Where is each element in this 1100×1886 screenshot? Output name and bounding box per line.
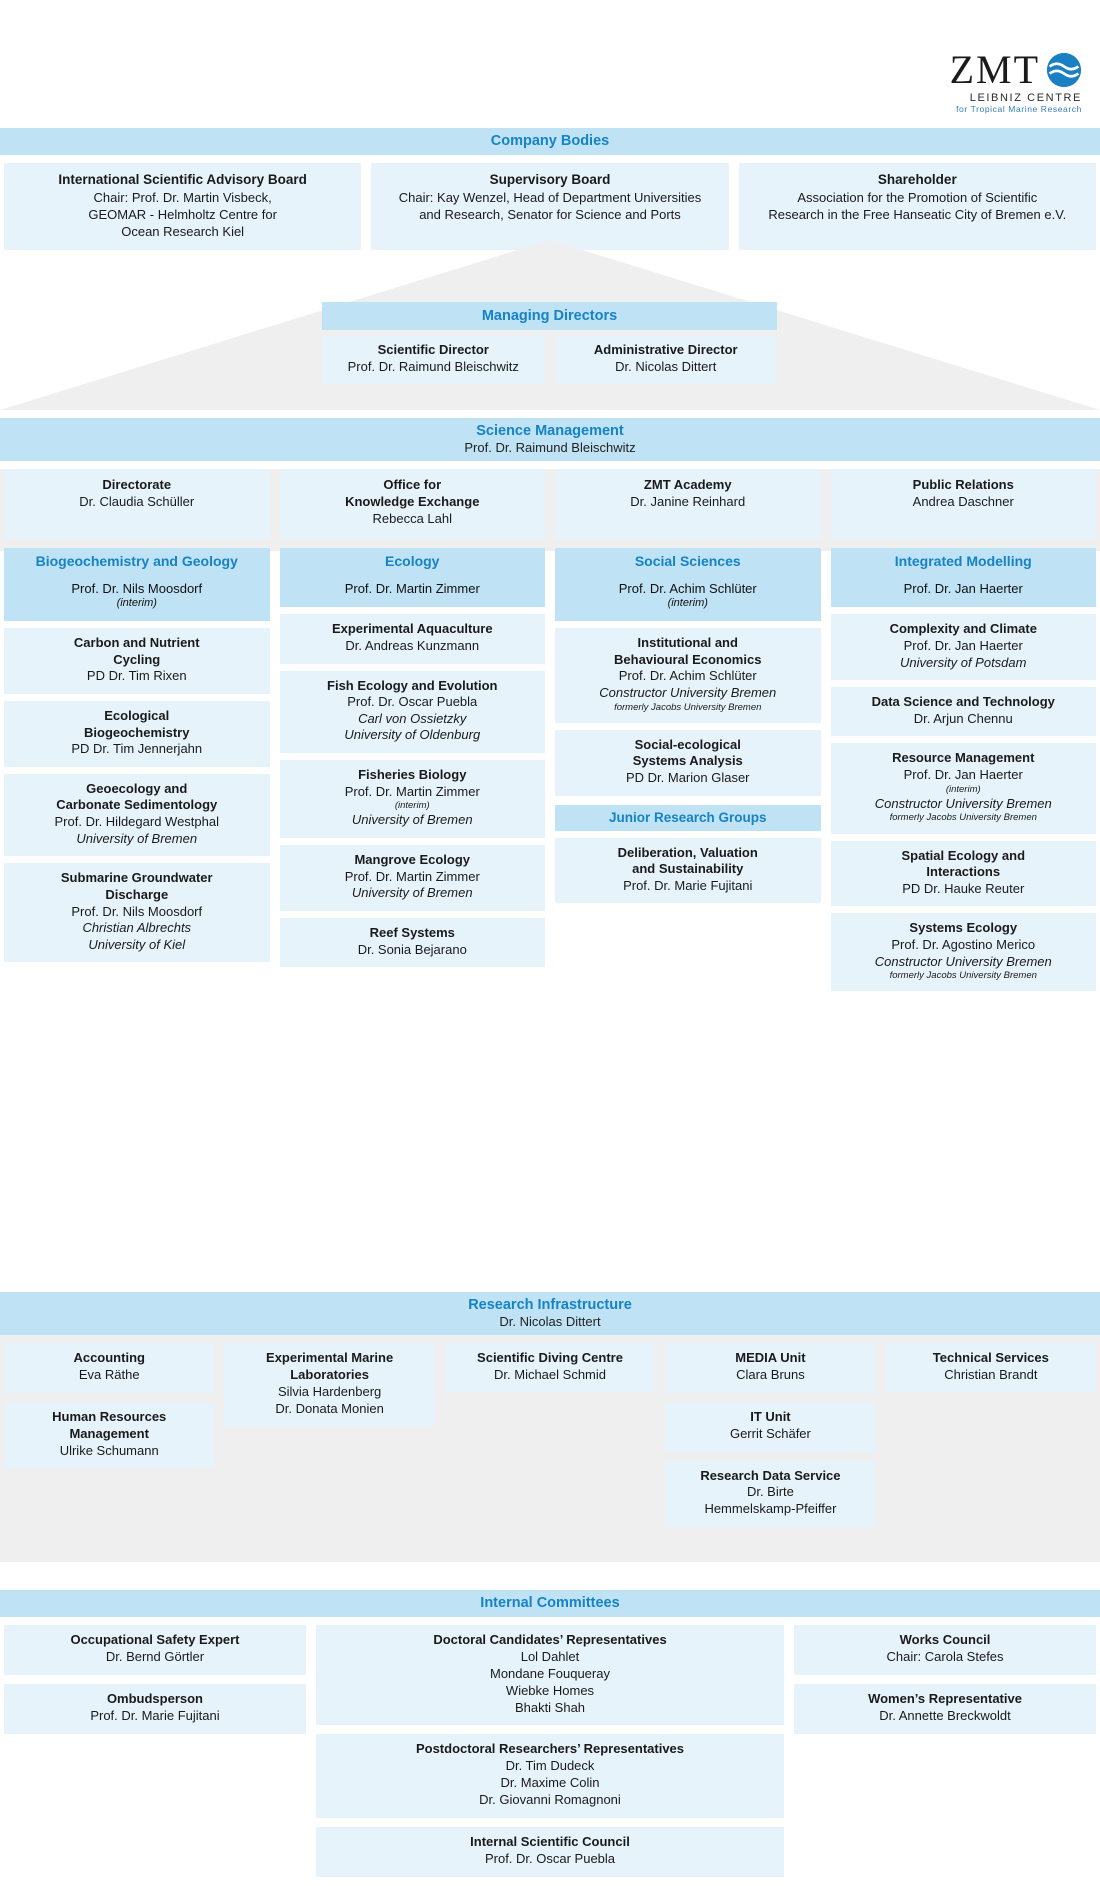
infrastructure-unit-person: Dr. Donata Monien [275, 1400, 384, 1416]
infrastructure-unit [445, 1343, 655, 1393]
research-group [4, 628, 270, 694]
infrastructure-unit [224, 1343, 434, 1427]
infrastructure-unit-title: Laboratories [290, 1366, 369, 1382]
science-management-title: Science Management [476, 423, 624, 439]
research-group [280, 671, 546, 754]
committee-box [794, 1625, 1096, 1675]
infrastructure-unit-title: Human Resources [52, 1408, 167, 1424]
research-group-title: Institutional and [637, 635, 738, 650]
committee-box [316, 1734, 784, 1818]
research-group-title: Complexity and Climate [889, 621, 1037, 637]
research-group-title: Experimental Aquaculture [331, 621, 493, 637]
committee-member: Chair: Carola Stefes [886, 1648, 1004, 1664]
research-group-line: University of Bremen [351, 812, 473, 828]
committee-member: Wiebke Homes [505, 1682, 595, 1698]
committee-member: Dr. Maxime Colin [500, 1775, 600, 1791]
research-group-line: University of Kiel [88, 936, 186, 952]
unit-title: ZMT Academy [643, 477, 732, 492]
research-group-line: PD Dr. Tim Rixen [86, 668, 187, 684]
company-bodies-row [0, 163, 1100, 250]
science-management-unit [4, 469, 270, 539]
committee-column [4, 1625, 306, 1743]
research-group-title: Behavioural Economics [614, 651, 762, 667]
infrastructure-unit [665, 1343, 875, 1393]
research-group-line: Prof. Dr. Martin Zimmer [344, 783, 480, 799]
science-management-unit [831, 469, 1097, 539]
infrastructure-unit [4, 1402, 214, 1469]
department-lead-name: Prof. Dr. Martin Zimmer [344, 581, 480, 596]
unit-title: Office for [383, 477, 442, 492]
department-column [4, 548, 270, 991]
research-group-title: Resource Management [892, 750, 1035, 766]
research-group-title: Systems Analysis [632, 753, 743, 769]
committee-member: Dr. Bernd Görtler [105, 1648, 205, 1664]
infrastructure-unit-person: Gerrit Schäfer [729, 1425, 811, 1441]
research-group [831, 687, 1097, 736]
research-group-title: Cycling [113, 651, 161, 667]
section-header-science-management [0, 418, 1100, 461]
research-group-line: Prof. Dr. Martin Zimmer [344, 868, 480, 884]
section-header-internal-committees: Internal Committees [0, 1590, 1100, 1617]
science-management-unit [280, 469, 546, 539]
research-group-title: Carbon and Nutrient [73, 635, 200, 650]
section-header-company-bodies: Company Bodies [0, 128, 1100, 155]
committee-title: Occupational Safety Expert [70, 1632, 240, 1647]
research-group [4, 701, 270, 767]
research-group-line: Prof. Dr. Nils Moosdorf [71, 903, 203, 919]
research-group-line: University of Oldenburg [344, 727, 481, 743]
research-group-title: and Sustainability [632, 861, 744, 877]
committee-member: Dr. Annette Breckwoldt [879, 1707, 1011, 1723]
managing-director-name: Prof. Dr. Raimund Bleischwitz [347, 358, 519, 374]
research-infrastructure-lead: Dr. Nicolas Dittert [499, 1314, 601, 1329]
department-column [555, 548, 821, 991]
committee-member: Lol Dahlet [520, 1648, 580, 1664]
research-group [4, 774, 270, 857]
infrastructure-unit-title: Research Data Service [700, 1467, 841, 1483]
research-group-line: Prof. Dr. Marie Fujitani [623, 877, 753, 893]
department-column [280, 548, 546, 991]
research-group-line: PD Dr. Tim Jennerjahn [71, 741, 203, 757]
research-group-line: PD Dr. Marion Glaser [625, 769, 750, 785]
research-group-line: Dr. Sonia Bejarano [357, 941, 467, 957]
research-group-line: Christian Albrechts [82, 920, 192, 936]
section-header-managing-directors: Managing Directors [322, 302, 777, 330]
managing-director-box [322, 336, 545, 385]
committee-column [794, 1625, 1096, 1743]
unit-title: Directorate [102, 477, 172, 492]
infrastructure-unit-title: Scientific Diving Centre [477, 1350, 623, 1365]
infrastructure-unit-title: Accounting [73, 1350, 145, 1365]
committee-box [4, 1684, 306, 1734]
research-group-title: Mangrove Ecology [354, 852, 471, 868]
research-group [555, 628, 821, 723]
research-group-title: Social-ecological [634, 736, 741, 752]
department-lead-name: Prof. Dr. Jan Haerter [903, 581, 1023, 596]
company-body-line: Research in the Free Hanseatic City of Bremen e.V. [768, 206, 1067, 222]
logo-text: ZMT [949, 47, 1040, 92]
research-group-title: Systems Ecology [909, 920, 1018, 936]
science-management-row [0, 469, 1100, 539]
research-infrastructure-title: Research Infrastructure [468, 1297, 632, 1313]
company-body-box [371, 163, 728, 250]
unit-person: Andrea Daschner [912, 493, 1014, 509]
infrastructure-unit [4, 1343, 214, 1393]
research-group-line: formerly Jacobs University Bremen [889, 970, 1037, 982]
infrastructure-unit-person: Dr. Michael Schmid [494, 1366, 606, 1382]
committee-box [794, 1684, 1096, 1734]
infrastructure-unit-title: IT Unit [750, 1408, 791, 1424]
committee-member: Prof. Dr. Oscar Puebla [484, 1850, 616, 1866]
research-group [280, 614, 546, 663]
research-group-title: Fish Ecology and Evolution [327, 677, 498, 693]
research-group-line: Prof. Dr. Hildegard Westphal [54, 814, 219, 829]
junior-research-groups-header: Junior Research Groups [555, 805, 821, 831]
company-body-line: Chair: Kay Wenzel, Head of Department Universities [398, 190, 702, 206]
logo-subtitle-2: for Tropical Marine Research [956, 104, 1082, 114]
research-infrastructure-columns [0, 1335, 1100, 1536]
committee-column [316, 1625, 784, 1886]
committee-member: Mondane Fouqueray [490, 1665, 610, 1681]
research-group-line: formerly Jacobs University Bremen [889, 812, 1037, 824]
committee-title: Postdoctoral Researchers’ Representatives [415, 1741, 685, 1757]
infrastructure-unit-title: Experimental Marine [266, 1350, 394, 1365]
company-body-title: International Scientific Advisory Board [58, 172, 307, 187]
research-group [4, 863, 270, 962]
unit-person: Dr. Claudia Schüller [79, 493, 195, 509]
infrastructure-column [886, 1343, 1096, 1536]
company-body-line: Chair: Prof. Dr. Martin Visbeck, [93, 190, 272, 206]
unit-title: Knowledge Exchange [345, 493, 480, 509]
departments-row [0, 548, 1100, 991]
research-group-line: Prof. Dr. Jan Haerter [903, 637, 1023, 653]
company-body-line: and Research, Senator for Science and Ports [419, 206, 681, 222]
research-group-line: Dr. Andreas Kunzmann [345, 637, 480, 653]
research-group [280, 918, 546, 967]
committee-member: Prof. Dr. Marie Fujitani [90, 1707, 220, 1723]
research-group-line: PD Dr. Hauke Reuter [902, 880, 1025, 896]
managing-director-title: Scientific Director [377, 342, 489, 357]
committee-box [316, 1625, 784, 1725]
managing-directors-section [0, 240, 1100, 410]
research-group-line: Constructor University Bremen [874, 795, 1052, 811]
department-column [831, 548, 1097, 991]
research-group-line: University of Potsdam [900, 654, 1027, 670]
unit-title: Public Relations [912, 477, 1014, 492]
unit-person: Dr. Janine Reinhard [630, 493, 746, 509]
infrastructure-unit-title: MEDIA Unit [735, 1350, 806, 1365]
managing-director-box [555, 336, 778, 385]
science-management-lead: Prof. Dr. Raimund Bleischwitz [464, 440, 636, 455]
research-group-title: Submarine Groundwater [60, 870, 213, 886]
infrastructure-unit-person: Dr. Birte [746, 1484, 794, 1500]
infrastructure-unit-person: Hemmelskamp-Pfeiffer [704, 1501, 837, 1517]
research-group-line: Prof. Dr. Oscar Puebla [347, 694, 478, 710]
logo-subtitle-1: LEIBNIZ CENTRE [969, 92, 1082, 104]
company-body-box [739, 163, 1096, 250]
department-lead [4, 575, 270, 621]
research-group [555, 730, 821, 796]
department-lead [280, 575, 546, 607]
zmt-logo [949, 47, 1082, 114]
research-group-title: Reef Systems [369, 924, 455, 940]
research-group [280, 760, 546, 838]
infrastructure-column [4, 1343, 214, 1536]
research-group-line: Carl von Ossietzky [358, 710, 467, 726]
company-body-box [4, 163, 361, 250]
infrastructure-unit-person: Eva Räthe [78, 1366, 140, 1382]
research-group [280, 845, 546, 911]
managing-director-title: Administrative Director [593, 342, 738, 357]
committee-title: Ombudsperson [106, 1690, 204, 1706]
committee-member: Dr. Giovanni Romagnoni [479, 1792, 621, 1808]
research-group-title: Carbonate Sedimentology [56, 797, 218, 813]
research-group-title: Geoecology and [86, 780, 188, 796]
research-group-line: Constructor University Bremen [599, 684, 777, 700]
research-group-title: Deliberation, Valuation [617, 844, 758, 860]
unit-person: Rebecca Lahl [372, 510, 452, 526]
infrastructure-column [665, 1343, 875, 1536]
infrastructure-unit-person: Silvia Hardenberg [277, 1383, 382, 1399]
department-lead-note: (interim) [116, 597, 157, 610]
department-title: Biogeochemistry and Geology [4, 548, 270, 575]
research-group [831, 743, 1097, 833]
research-group-title: Fisheries Biology [358, 767, 467, 782]
infrastructure-column [224, 1343, 434, 1536]
wave-circle-icon [1046, 52, 1082, 88]
research-group-line: Dr. Arjun Chennu [913, 710, 1013, 726]
committee-title: Internal Scientific Council [470, 1834, 630, 1850]
company-body-line: Ocean Research Kiel [121, 223, 245, 239]
department-lead-name: Prof. Dr. Nils Moosdorf [71, 581, 203, 596]
committee-member: Bhakti Shah [514, 1699, 586, 1715]
infrastructure-unit-person: Clara Bruns [736, 1366, 805, 1382]
research-group-line: University of Bremen [351, 885, 473, 901]
infrastructure-unit [886, 1343, 1096, 1393]
department-lead-name: Prof. Dr. Achim Schlüter [618, 581, 757, 596]
company-body-title: Supervisory Board [489, 172, 611, 187]
research-group-title: Ecological [104, 707, 170, 723]
research-group-line: Prof. Dr. Agostino Merico [891, 937, 1036, 953]
research-group-line: (interim) [394, 800, 430, 812]
department-title: Integrated Modelling [831, 548, 1097, 575]
infrastructure-unit [665, 1402, 875, 1452]
department-lead-note: (interim) [667, 597, 708, 610]
infrastructure-unit-title: Management [69, 1425, 149, 1441]
committee-title: Works Council [899, 1632, 991, 1647]
infrastructure-unit-title: Technical Services [932, 1350, 1049, 1365]
department-lead [555, 575, 821, 621]
research-group-title: Biogeochemistry [84, 724, 190, 740]
committee-title: Doctoral Candidates’ Representatives [433, 1632, 667, 1647]
committee-box [4, 1625, 306, 1675]
managing-directors-row [322, 336, 777, 385]
internal-committees-section [0, 1590, 1100, 1886]
research-group-title: Data Science and Technology [871, 694, 1055, 710]
managing-director-name: Dr. Nicolas Dittert [615, 358, 717, 374]
research-group [555, 838, 821, 904]
company-body-line: GEOMAR - Helmholtz Centre for [88, 206, 277, 222]
research-group-line: Prof. Dr. Jan Haerter [903, 767, 1023, 782]
research-group-line: Constructor University Bremen [874, 953, 1052, 969]
research-group [831, 841, 1097, 907]
research-group [831, 614, 1097, 680]
committee-member: Dr. Tim Dudeck [505, 1758, 595, 1774]
internal-committees-columns [0, 1617, 1100, 1886]
infrastructure-unit [665, 1461, 875, 1528]
research-group-line: (interim) [945, 783, 981, 795]
department-title: Ecology [280, 548, 546, 575]
research-group-line: University of Bremen [76, 830, 198, 846]
research-infrastructure-section [0, 1258, 1100, 1562]
research-group-title: Spatial Ecology and [901, 847, 1026, 863]
company-body-line: Association for the Promotion of Scientific [797, 190, 1038, 206]
infrastructure-column [445, 1343, 655, 1536]
research-group [831, 913, 1097, 991]
research-group-line: formerly Jacobs University Bremen [614, 701, 762, 713]
research-group-title: Discharge [105, 886, 169, 902]
infrastructure-unit-person: Christian Brandt [944, 1366, 1038, 1382]
committee-box [316, 1827, 784, 1877]
science-management-unit [555, 469, 821, 539]
department-lead [831, 575, 1097, 607]
infrastructure-unit-person: Ulrike Schumann [59, 1442, 159, 1458]
company-body-title: Shareholder [877, 172, 957, 187]
committee-title: Women’s Representative [868, 1690, 1022, 1706]
research-group-title: Interactions [926, 864, 1001, 880]
research-group-line: Prof. Dr. Achim Schlüter [618, 668, 757, 684]
section-header-research-infrastructure [0, 1292, 1100, 1335]
department-title: Social Sciences [555, 548, 821, 575]
